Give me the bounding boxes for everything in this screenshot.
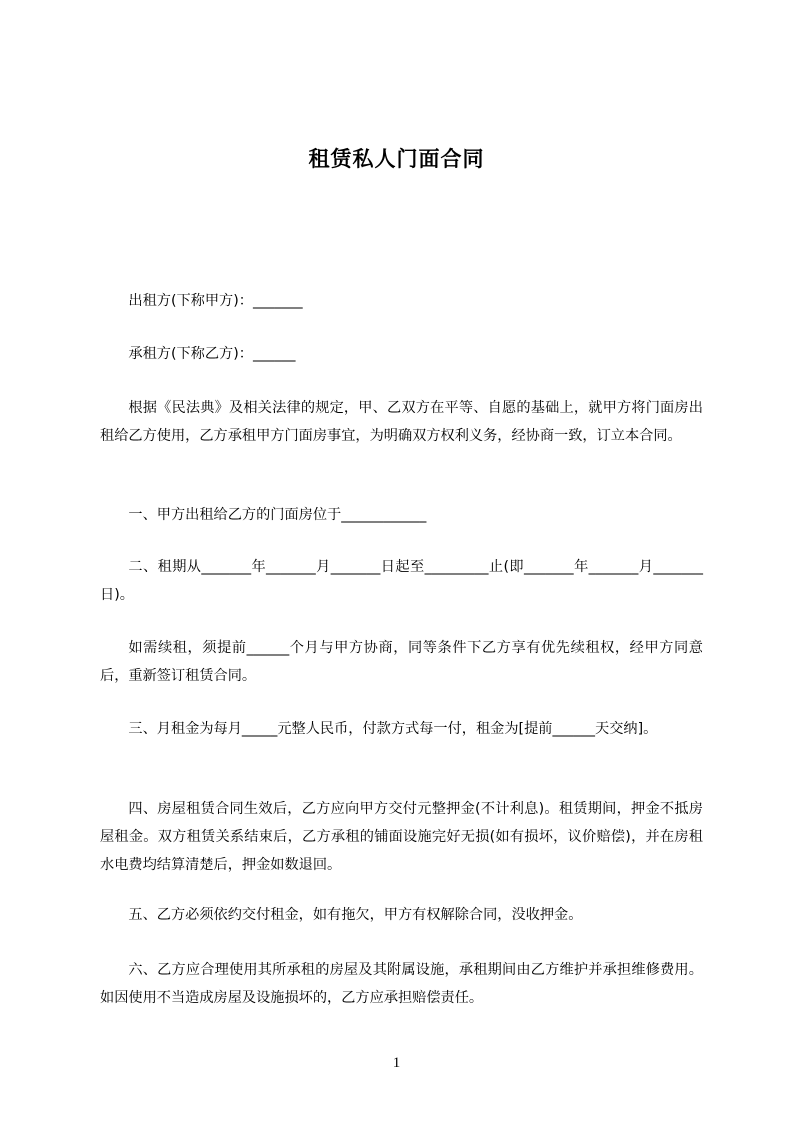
- clause-4: 四、房屋租赁合同生效后，乙方应向甲方交付元整押金(不计利息)。租赁期间，押金不抵房屋租金。双方租赁关系结束后，乙方承租的铺面设施完好无损(如有损坏，议价赔偿)，并在房租水电费均结算清楚后，押金如数退回。: [100, 801, 703, 873]
- clause-2-renewal: 如需续租，须提前______个月与甲方协商，同等条件下乙方享有优先续租权，经甲方同意后，重新签订租赁合同。: [100, 640, 703, 684]
- clause-5: 五、乙方必须依约交付租金，如有拖欠，甲方有权解除合同，没收押金。: [128, 907, 583, 923]
- page-number: 1: [392, 1055, 401, 1071]
- page-title: 租赁私人门面合同: [308, 147, 485, 171]
- clause-3: 三、月租金为每月_____元整人民币，付款方式每一付，租金为[提前______天交纳]。: [128, 721, 658, 737]
- preamble-paragraph: 根据《民法典》及相关法律的规定，甲、乙双方在平等、自愿的基础上，就甲方将门面房出租给乙方使用，乙方承租甲方门面房事宜，为明确双方权利义务，经协商一致，订立本合同。: [100, 400, 703, 444]
- clause-6: 六、乙方应合理使用其所承租的房屋及其附属设施，承租期间由乙方维护并承担维修费用。如因使用不当造成房屋及设施损坏的，乙方应承担赔偿责任。: [100, 962, 703, 1006]
- lessee-line: 承租方(下称乙方)：______: [128, 346, 296, 362]
- lessor-line: 出租方(下称甲方)：_______: [128, 293, 303, 309]
- clause-2: 二、租期从_______年_______月_______日起至_________止(即_______年_______月_______日)。: [100, 559, 703, 603]
- clause-1: 一、甲方出租给乙方的门面房位于____________: [128, 507, 427, 523]
